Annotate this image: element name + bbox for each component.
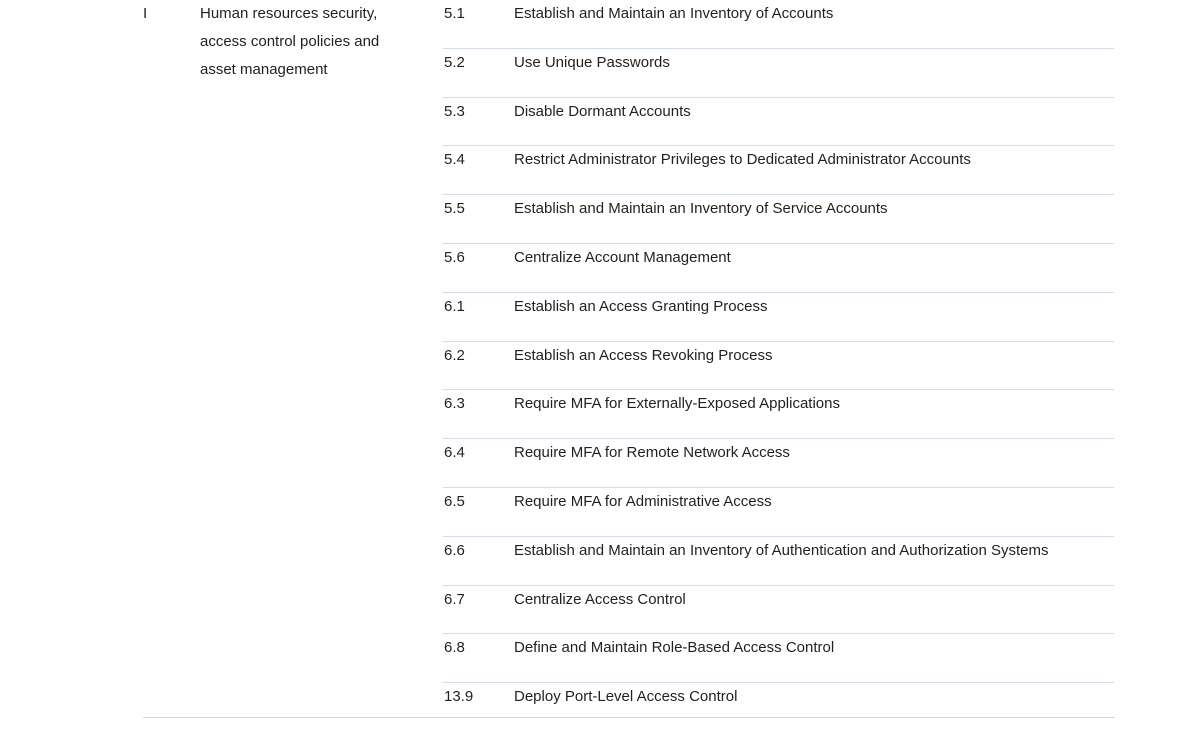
table-row (443, 244, 1114, 293)
safeguard-id: 5.3 (444, 102, 465, 120)
safeguard-title: Use Unique Passwords (514, 53, 670, 71)
group-bottom-rule (143, 717, 1115, 718)
table-row (443, 537, 1114, 586)
safeguard-id: 5.6 (444, 248, 465, 266)
table-row (443, 488, 1114, 537)
table-row (443, 634, 1114, 683)
safeguard-id: 5.4 (444, 151, 465, 169)
safeguard-title: Require MFA for Remote Network Access (514, 444, 790, 462)
table-row (443, 293, 1114, 342)
safeguard-id: 6.5 (444, 492, 465, 510)
table-row (443, 390, 1114, 439)
safeguard-title: Restrict Administrator Privileges to Dedicated Administrator Accounts (514, 151, 971, 169)
safeguard-title: Centralize Account Management (514, 248, 731, 266)
safeguard-id: 6.3 (444, 395, 465, 413)
category-name: Human resources security, access control policies and asset management (200, 5, 380, 78)
table-row (443, 439, 1114, 488)
category-marker: I (143, 5, 148, 22)
safeguard-id: 5.2 (444, 53, 465, 71)
safeguard-id: 6.4 (444, 444, 465, 462)
safeguard-title: Establish an Access Granting Process (514, 297, 768, 315)
safeguard-title: Establish and Maintain an Inventory of Service Accounts (514, 200, 888, 218)
safeguard-title: Establish an Access Revoking Process (514, 346, 773, 364)
safeguard-table (443, 0, 1114, 732)
safeguard-title: Establish and Maintain an Inventory of Accounts (514, 5, 834, 22)
safeguard-id: 6.2 (444, 346, 465, 364)
table-row (443, 146, 1114, 195)
safeguard-id: 6.6 (444, 541, 465, 559)
table-row (443, 342, 1114, 391)
safeguard-title: Deploy Port-Level Access Control (514, 688, 738, 706)
safeguard-id: 5.5 (444, 200, 465, 218)
safeguard-title: Require MFA for Externally-Exposed Applications (514, 395, 840, 413)
safeguard-title: Disable Dormant Accounts (514, 102, 691, 120)
safeguard-title: Establish and Maintain an Inventory of Authentication and Authorization Systems (514, 541, 1049, 559)
safeguard-title: Require MFA for Administrative Access (514, 492, 772, 510)
table-row (443, 195, 1114, 244)
table-row (443, 98, 1114, 147)
safeguard-id: 6.1 (444, 297, 465, 315)
category-group (143, 0, 433, 84)
safeguard-title: Centralize Access Control (514, 590, 686, 608)
safeguard-id: 6.7 (444, 590, 465, 608)
safeguard-id: 6.8 (444, 639, 465, 657)
table-row (443, 49, 1114, 98)
safeguard-id: 13.9 (444, 688, 474, 706)
table-row (443, 0, 1114, 49)
table-row (443, 586, 1114, 635)
safeguard-title: Define and Maintain Role-Based Access Control (514, 639, 835, 657)
table-row (443, 683, 1114, 732)
safeguard-id: 5.1 (444, 5, 465, 22)
